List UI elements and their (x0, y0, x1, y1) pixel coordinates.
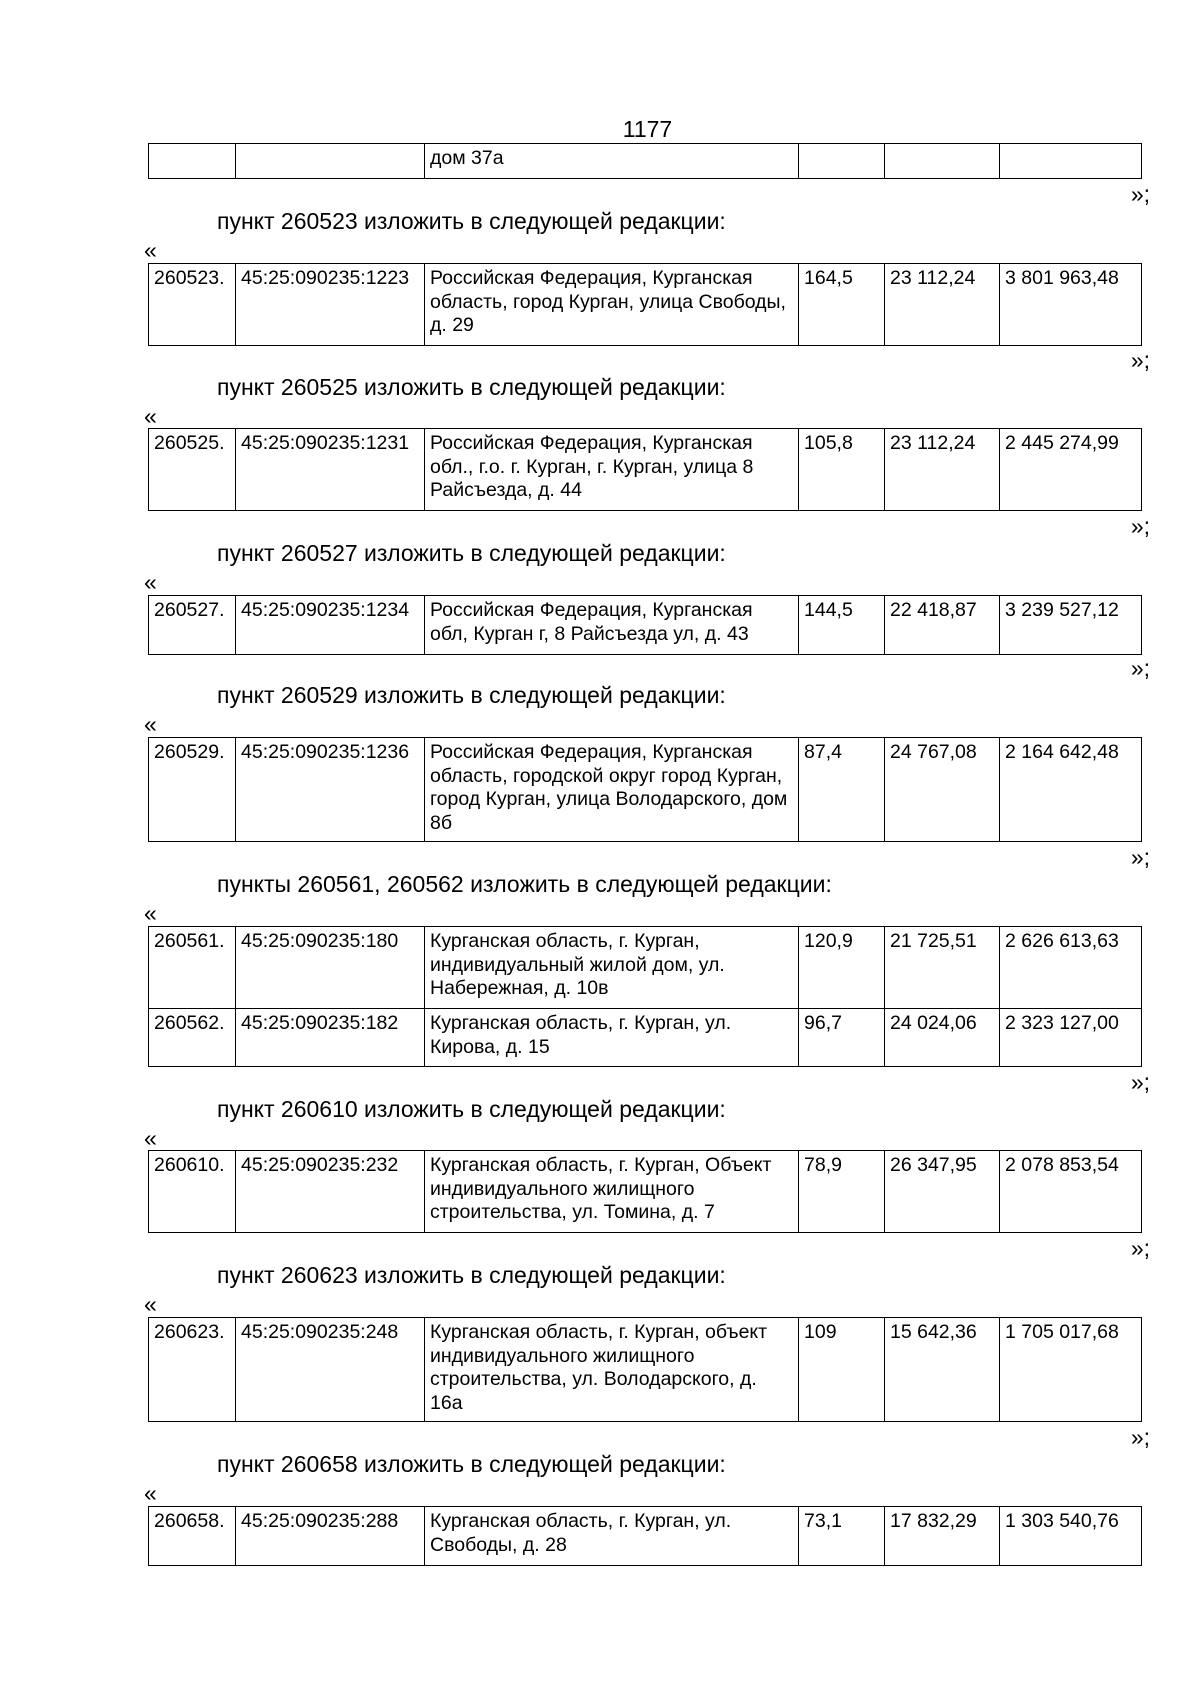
cell-rate: 17 832,29 (885, 1507, 1000, 1566)
cell-num: 260561. (149, 927, 236, 1009)
registry-table (148, 263, 1142, 346)
cell-area: 120,9 (799, 927, 885, 1009)
cell-value: 2 323 127,00 (1000, 1009, 1142, 1067)
amendment-instruction: пункт 260523 изложить в следующей редакции: (217, 208, 726, 234)
cell-num (149, 144, 236, 179)
cell-cadastral: 45:25:090235:1236 (236, 738, 425, 842)
cell-cadastral: 45:25:090235:232 (236, 1151, 425, 1233)
cell-rate: 15 642,36 (885, 1318, 1000, 1422)
cell-address: Российская Федерация, Курганская область, город Курган, улица Свободы, д. 29 (425, 264, 799, 346)
table-row (149, 738, 1142, 842)
opening-quote: « (144, 1480, 157, 1506)
closing-quote: »; (1130, 844, 1150, 870)
cell-cadastral: 45:25:090235:1231 (236, 429, 425, 511)
cell-value: 2 445 274,99 (1000, 429, 1142, 511)
cell-area: 109 (799, 1318, 885, 1422)
cell-address: Курганская область, г. Курган, ул. Кирова, д. 15 (425, 1009, 799, 1067)
registry-table (148, 595, 1142, 655)
cell-area: 73,1 (799, 1507, 885, 1566)
amendment-instruction: пункты 260561, 260562 изложить в следующей редакции: (217, 871, 832, 897)
cell-value: 1 705 017,68 (1000, 1318, 1142, 1422)
cell-rate: 24 024,06 (885, 1009, 1000, 1067)
table-row (149, 264, 1142, 346)
cell-rate: 26 347,95 (885, 1151, 1000, 1233)
closing-quote: »; (1130, 347, 1150, 373)
cell-cadastral: 45:25:090235:1223 (236, 264, 425, 346)
table-row (149, 1151, 1142, 1233)
cell-value: 3 239 527,12 (1000, 596, 1142, 655)
cell-cadastral: 45:25:090235:180 (236, 927, 425, 1009)
amendment-instruction: пункт 260525 изложить в следующей редакции: (217, 374, 726, 400)
table-row (149, 596, 1142, 655)
closing-quote: »; (1130, 655, 1150, 681)
closing-quote: »; (1130, 1069, 1150, 1095)
page-number: 1177 (622, 116, 673, 142)
registry-table-top (148, 143, 1142, 179)
cell-rate: 23 112,24 (885, 429, 1000, 511)
closing-quote: »; (1130, 1424, 1150, 1450)
cell-area: 78,9 (799, 1151, 885, 1233)
cell-address: Российская Федерация, Курганская обл, Курган г, 8 Райсъезда ул, д. 43 (425, 596, 799, 655)
registry-table (148, 1317, 1142, 1422)
cell-address: Курганская область, г. Курган, индивидуальный жилой дом, ул. Набережная, д. 10в (425, 927, 799, 1009)
registry-table (148, 737, 1142, 842)
cell-area: 105,8 (799, 429, 885, 511)
closing-quote: »; (1130, 181, 1150, 207)
amendment-instruction: пункт 260529 изложить в следующей редакции: (217, 682, 726, 708)
cell-value: 1 303 540,76 (1000, 1507, 1142, 1566)
cell-num: 260658. (149, 1507, 236, 1566)
closing-quote: »; (1130, 513, 1150, 539)
registry-table (148, 1150, 1142, 1233)
registry-table (148, 926, 1142, 1067)
amendment-instruction: пункт 260610 изложить в следующей редакции: (217, 1096, 726, 1122)
cell-address: Российская Федерация, Курганская область, городской округ город Курган, город Курган, улица Володарского, дом 8б (425, 738, 799, 842)
cell-value: 2 078 853,54 (1000, 1151, 1142, 1233)
cell-cadastral: 45:25:090235:1234 (236, 596, 425, 655)
cell-area: 87,4 (799, 738, 885, 842)
registry-table (148, 428, 1142, 511)
opening-quote: « (144, 1291, 157, 1317)
cell-value: 2 164 642,48 (1000, 738, 1142, 842)
amendment-instruction: пункт 260527 изложить в следующей редакции: (217, 540, 726, 566)
amendment-instruction: пункт 260658 изложить в следующей редакции: (217, 1451, 726, 1477)
cell-address: Курганская область, г. Курган, Объект индивидуального жилищного строительства, ул. Томина, д. 7 (425, 1151, 799, 1233)
cell-address: Курганская область, г. Курган, ул. Свободы, д. 28 (425, 1507, 799, 1566)
cell-address: Российская Федерация, Курганская обл., г.о. г. Курган, г. Курган, улица 8 Райсъезда, д. 44 (425, 429, 799, 511)
cell-num: 260525. (149, 429, 236, 511)
cell-rate: 23 112,24 (885, 264, 1000, 346)
cell-area (799, 144, 885, 179)
cell-rate: 24 767,08 (885, 738, 1000, 842)
registry-table (148, 1506, 1142, 1566)
cell-rate: 21 725,51 (885, 927, 1000, 1009)
table-row (149, 927, 1142, 1009)
table-row (149, 1009, 1142, 1067)
table-row (149, 1507, 1142, 1566)
cell-address: дом 37а (425, 144, 799, 179)
opening-quote: « (144, 403, 157, 429)
cell-num: 260523. (149, 264, 236, 346)
opening-quote: « (144, 1125, 157, 1151)
cell-value: 2 626 613,63 (1000, 927, 1142, 1009)
opening-quote: « (144, 711, 157, 737)
opening-quote: « (144, 569, 157, 595)
cell-area: 144,5 (799, 596, 885, 655)
opening-quote: « (144, 900, 157, 926)
cell-cadastral: 45:25:090235:248 (236, 1318, 425, 1422)
cell-num: 260529. (149, 738, 236, 842)
cell-value (1000, 144, 1142, 179)
opening-quote: « (144, 237, 157, 263)
cell-num: 260623. (149, 1318, 236, 1422)
cell-area: 164,5 (799, 264, 885, 346)
amendment-instruction: пункт 260623 изложить в следующей редакции: (217, 1262, 726, 1288)
cell-num: 260562. (149, 1009, 236, 1067)
cell-cadastral (236, 144, 425, 179)
cell-rate: 22 418,87 (885, 596, 1000, 655)
cell-cadastral: 45:25:090235:288 (236, 1507, 425, 1566)
cell-num: 260610. (149, 1151, 236, 1233)
cell-num: 260527. (149, 596, 236, 655)
cell-value: 3 801 963,48 (1000, 264, 1142, 346)
table-row (149, 429, 1142, 511)
table-row (149, 1318, 1142, 1422)
cell-area: 96,7 (799, 1009, 885, 1067)
cell-address: Курганская область, г. Курган, объект индивидуального жилищного строительства, ул. Володарского, д. 16а (425, 1318, 799, 1422)
table-row (149, 144, 1142, 179)
cell-cadastral: 45:25:090235:182 (236, 1009, 425, 1067)
closing-quote: »; (1130, 1235, 1150, 1261)
cell-rate (885, 144, 1000, 179)
